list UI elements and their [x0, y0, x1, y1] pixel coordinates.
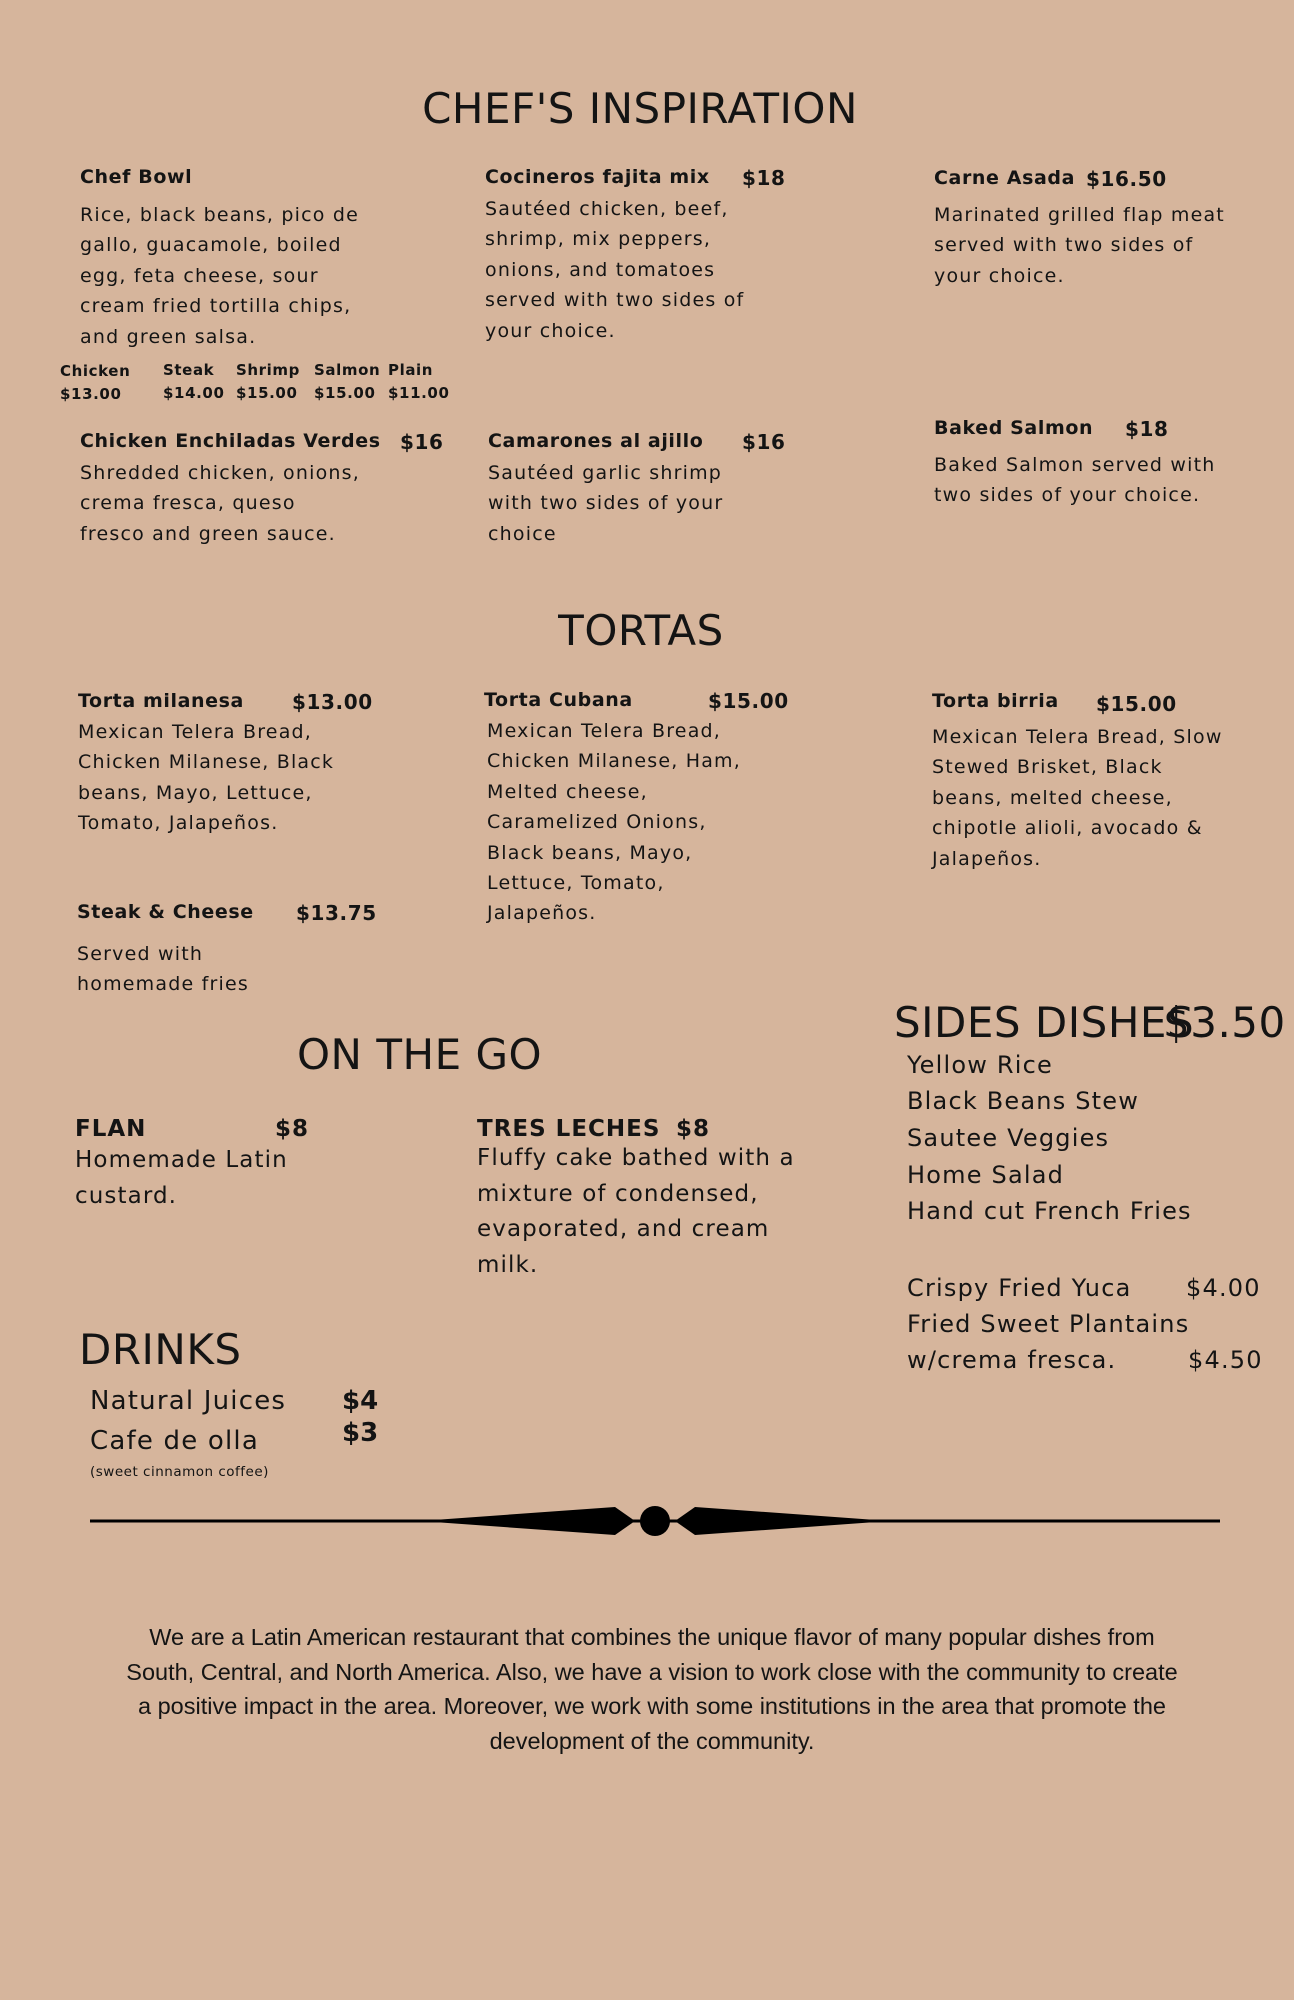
- torta-cubana-price: $15.00: [708, 689, 789, 713]
- torta-milanesa-description: Mexican Telera Bread, Chicken Milanese, Black beans, Mayo, Lettuce, Tomato, Jalapeños.: [78, 721, 335, 835]
- chef-bowl-description: Rice, black beans, pico de gallo, guacamole, boiled egg, feta cheese, sour cream fried tortilla chips, and green salsa.: [80, 204, 359, 348]
- side-item: Home Salad: [907, 1161, 1065, 1189]
- section-title-tortas: TORTAS: [558, 606, 724, 655]
- camarones-title: Camarones al ajillo: [488, 430, 704, 452]
- steak-cheese-title: Steak & Cheese: [77, 901, 254, 923]
- fajita-title: Cocineros fajita mix: [485, 166, 710, 188]
- side-item: Yellow Rice: [907, 1051, 1054, 1079]
- camarones-description: Sautéed garlic shrimp with two sides of your choice: [488, 462, 724, 545]
- torta-milanesa-price: $13.00: [292, 690, 373, 714]
- chef-bowl-option-salmon: [314, 359, 380, 405]
- chef-bowl-option-chicken: [60, 360, 130, 406]
- camarones-price: $16: [742, 430, 786, 454]
- drink-cafe-note: (sweet cinnamon coffee): [90, 1464, 269, 1480]
- option-price: $15.00: [236, 384, 298, 402]
- enchiladas-description: Shredded chicken, onions, crema fresca, queso fresco and green sauce.: [80, 462, 360, 545]
- side-item: Sautee Veggies: [907, 1124, 1110, 1152]
- option-name: Salmon: [314, 361, 381, 379]
- plantains-price: $4.50: [1188, 1346, 1263, 1374]
- sides-price: $3.50: [1163, 998, 1286, 1047]
- chef-bowl-option-shrimp: [236, 359, 300, 405]
- tres-leches-description: Fluffy cake bathed with a mixture of condensed, evaporated, and cream milk.: [477, 1145, 795, 1278]
- about-paragraph: We are a Latin American restaurant that combines the unique flavor of many popular dishes from South, Central, and North America. Also, we have a vision to work close with the community to create a positive impact in the area. Moreover, we work with some institutions in the area that promote the development of the community.: [126, 1624, 1178, 1754]
- carne-asada-price: $16.50: [1086, 167, 1167, 191]
- torta-birria-description: Mexican Telera Bread, Slow Stewed Brisket, Black beans, melted cheese, chipotle alioli, avocado & Jalapeños.: [932, 726, 1223, 870]
- plantains-name: Fried Sweet Plantains: [907, 1310, 1190, 1338]
- tres-leches-price: $8: [676, 1116, 711, 1142]
- chef-bowl-option-plain: [388, 359, 449, 405]
- option-price: $14.00: [163, 384, 225, 402]
- fajita-description: Sautéed chicken, beef, shrimp, mix peppers, onions, and tomatoes served with two sides of your choice.: [485, 198, 745, 342]
- drink-cafe-de-olla: Cafe de olla: [90, 1426, 259, 1456]
- enchiladas-price: $16: [400, 430, 444, 454]
- section-title-on-the-go: ON THE GO: [297, 1030, 543, 1079]
- torta-cubana-title: Torta Cubana: [484, 689, 633, 711]
- drink-natural-juices-price: $4: [342, 1386, 379, 1416]
- carne-asada-title: Carne Asada: [934, 167, 1076, 189]
- baked-salmon-price: $18: [1125, 417, 1169, 441]
- flan-price: $8: [275, 1116, 310, 1142]
- tres-leches-title: TRES LECHES: [477, 1116, 661, 1142]
- section-title-chefs-inspiration: CHEF'S INSPIRATION: [422, 84, 858, 133]
- torta-birria-title: Torta birria: [932, 690, 1059, 712]
- drink-natural-juices: Natural Juices: [90, 1386, 287, 1416]
- option-name: Shrimp: [236, 361, 300, 379]
- steak-cheese-price: $13.75: [296, 901, 377, 925]
- option-price: $11.00: [388, 384, 450, 402]
- section-title-drinks: DRINKS: [79, 1325, 242, 1374]
- side-item: Hand cut French Fries: [907, 1197, 1192, 1225]
- drink-cafe-de-olla-price: $3: [342, 1418, 379, 1448]
- yuca-price: $4.00: [1186, 1274, 1261, 1302]
- carne-asada-description: Marinated grilled flap meat served with two sides of your choice.: [934, 204, 1225, 287]
- option-name: Chicken: [60, 362, 131, 380]
- baked-salmon-description: Baked Salmon served with two sides of your choice.: [934, 454, 1216, 507]
- yuca-name: Crispy Fried Yuca: [907, 1274, 1132, 1302]
- torta-milanesa-title: Torta milanesa: [78, 690, 244, 712]
- steak-cheese-description: Served with homemade fries: [77, 943, 249, 996]
- option-name: Steak: [163, 361, 215, 379]
- flan-description: Homemade Latin custard.: [75, 1147, 288, 1209]
- option-price: $15.00: [314, 384, 376, 402]
- torta-birria-price: $15.00: [1096, 692, 1177, 716]
- decorative-divider: [90, 1500, 1220, 1542]
- baked-salmon-title: Baked Salmon: [934, 417, 1094, 439]
- plantains-name-2: w/crema fresca.: [907, 1346, 1117, 1374]
- chef-bowl-option-steak: [163, 359, 224, 405]
- chef-bowl-title: Chef Bowl: [80, 166, 193, 188]
- option-name: Plain: [388, 361, 434, 379]
- torta-cubana-description: Mexican Telera Bread, Chicken Milanese, Ham, Melted cheese, Caramelized Onions, Black beans, Mayo, Lettuce, Tomato, Jalapeños.: [487, 720, 742, 925]
- option-price: $13.00: [60, 385, 122, 403]
- fajita-price: $18: [742, 166, 786, 190]
- side-item: Black Beans Stew: [907, 1087, 1140, 1115]
- section-title-sides: SIDES DISHES: [894, 998, 1195, 1047]
- flan-title: FLAN: [75, 1116, 147, 1142]
- enchiladas-title: Chicken Enchiladas Verdes: [80, 430, 381, 452]
